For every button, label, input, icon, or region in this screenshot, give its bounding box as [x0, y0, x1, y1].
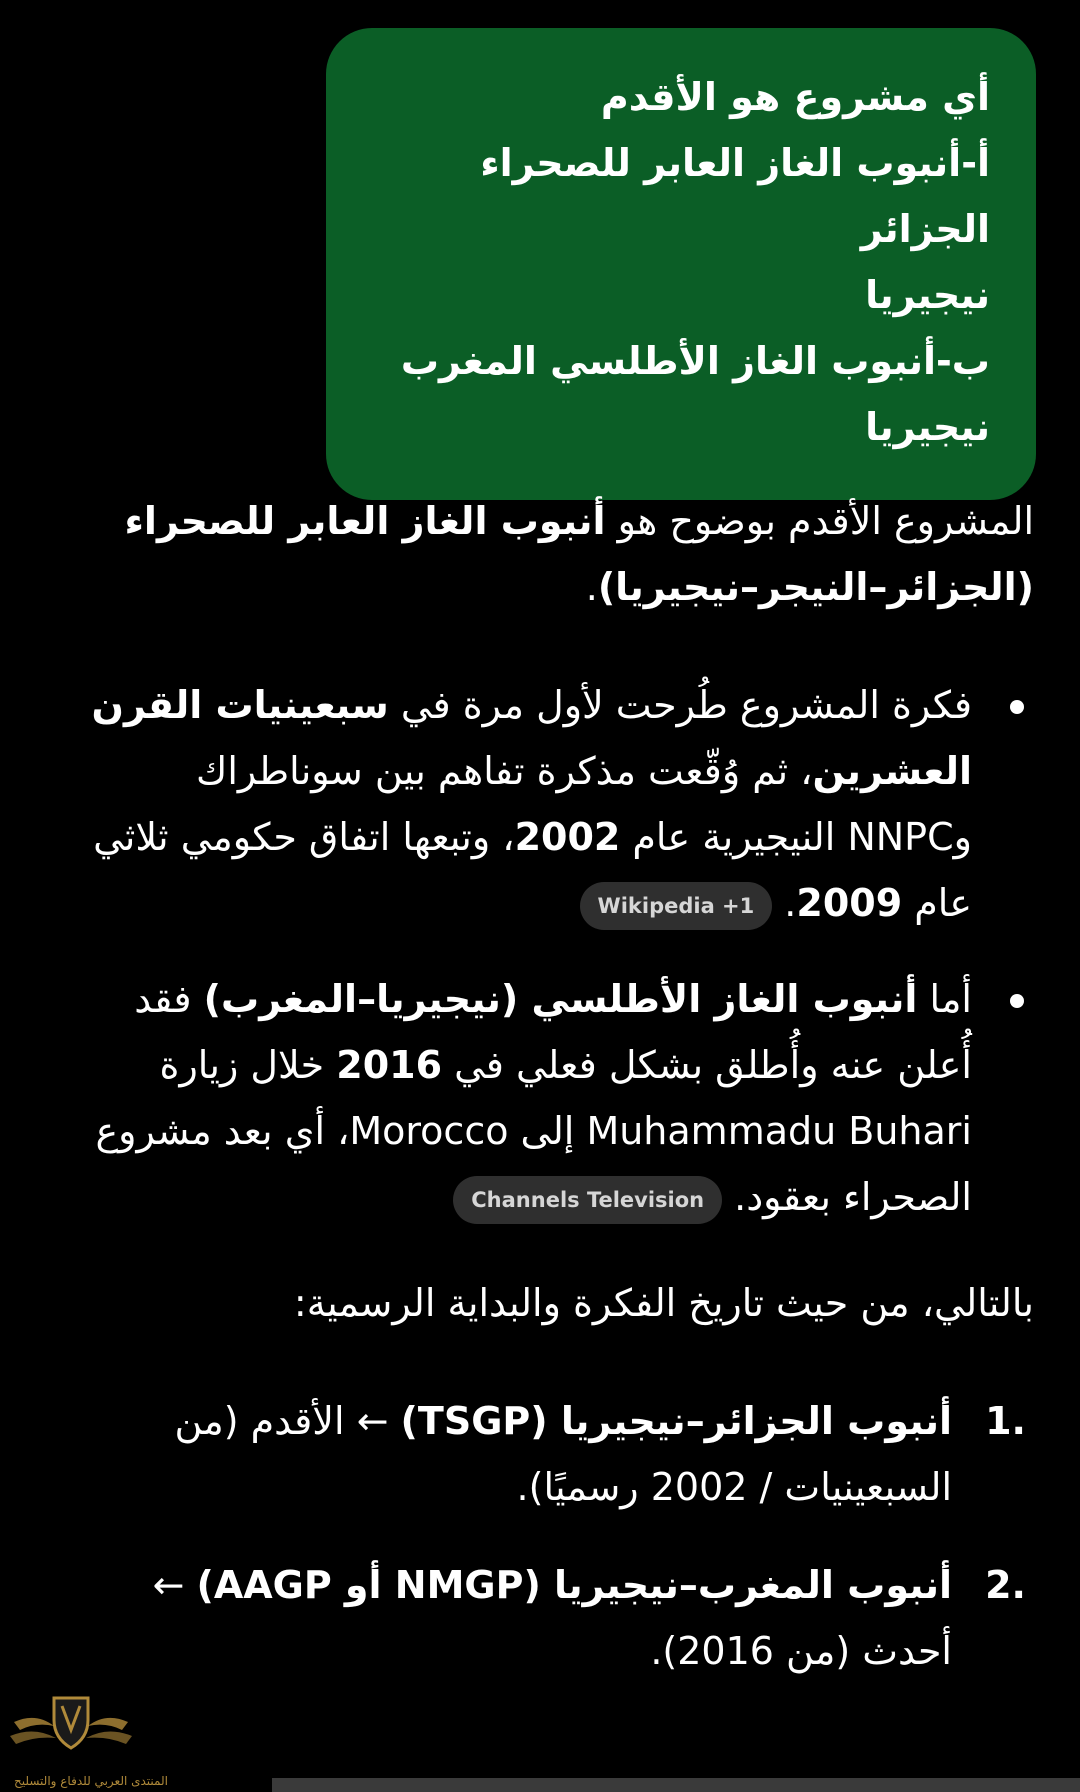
item-text: ← الأقدم (من السبعينيات / 2002 رسميًا).	[174, 1399, 952, 1509]
watermark-text: المنتدى العربي للدفاع والتسليح	[14, 1774, 168, 1788]
shield-wings-icon	[6, 1692, 136, 1772]
question-line: ب-أنبوب الغاز الأطلسي المغرب	[400, 339, 990, 383]
list-number: 1.	[985, 1399, 1026, 1443]
list-item	[64, 1388, 1034, 1520]
list-item	[64, 966, 1034, 1230]
item-bold-text: 2016	[336, 1043, 443, 1087]
bullet-dot	[1010, 700, 1024, 714]
question-line: نيجيريا	[865, 273, 990, 317]
list-item	[64, 1552, 1034, 1684]
item-bold-text: أنبوب الغاز الأطلسي (نيجيريا–المغرب)	[203, 977, 918, 1021]
bullet-dot	[1010, 994, 1024, 1008]
question-line: أي مشروع هو الأقدم	[600, 75, 990, 119]
item-text: خلال زيارة Muhammadu Buhari إلى Morocco، أي بعد مشروع الصحراء بعقود.	[95, 1043, 972, 1219]
question-line: نيجيريا	[865, 405, 990, 449]
assistant-response	[64, 488, 1034, 1716]
numbered-list	[64, 1388, 1034, 1684]
item-text: فقد أُعلن عنه وأُطلق بشكل فعلي في	[134, 977, 972, 1087]
forum-watermark-logo	[6, 1692, 168, 1792]
bottom-input-bar-edge	[272, 1778, 1080, 1792]
source-chip-channels-television[interactable]: Channels Television	[453, 1176, 722, 1224]
item-text: .	[784, 881, 797, 925]
summary-heading: بالتالي، من حيث تاريخ الفكرة والبداية الرسمية:	[293, 1281, 1034, 1325]
item-text: فكرة المشروع طُرحت لأول مرة في	[388, 683, 972, 727]
item-bold-text: أنبوب المغرب–نيجيريا (NMGP أو AAGP)	[196, 1563, 952, 1607]
user-message-bubble	[326, 28, 1036, 500]
item-bold-text: 2009	[796, 881, 903, 925]
intro-end: .	[585, 565, 598, 609]
item-text: ، ثم وُقّعت مذكرة تفاهم بين سوناطراك وNNPC النيجيرية عام	[196, 749, 972, 859]
item-bold-text: سبعينيات القرن العشرين	[91, 683, 972, 793]
item-bold-text: 2002	[514, 815, 621, 859]
answer-intro	[64, 488, 1034, 620]
item-bold-text: أنبوب الجزائر–نيجيريا (TSGP)	[400, 1399, 952, 1443]
item-text: ، وتبعها اتفاق حكومي ثلاثي عام	[93, 815, 972, 925]
question-line: أ-أنبوب الغاز العابر للصحراء الجزائر	[480, 141, 990, 251]
list-item	[64, 672, 1034, 936]
item-text: ← أحدث (من 2016).	[152, 1563, 952, 1673]
item-text: أما	[917, 977, 972, 1021]
intro-bold-text: أنبوب الغاز العابر للصحراء (الجزائر–النيجر–نيجيريا)	[124, 499, 1034, 609]
list-number: 2.	[985, 1563, 1026, 1607]
source-chip-wikipedia[interactable]: Wikipedia +1	[580, 882, 773, 930]
intro-text: المشروع الأقدم بوضوح هو	[605, 499, 1034, 543]
bullet-list	[64, 672, 1034, 1230]
